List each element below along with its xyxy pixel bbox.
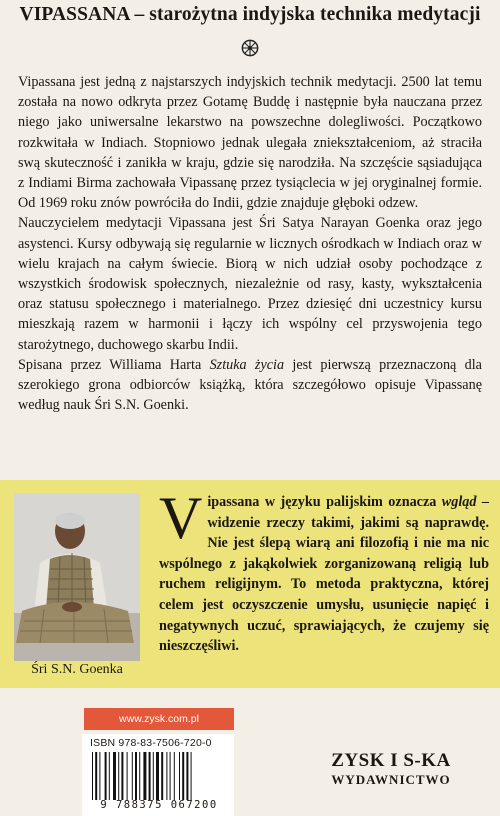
paragraph-teacher: Nauczycielem medytacji Vipassana jest Śri Satya Narayan Goenka oraz jego asystenci. Kursy odbywają się regularnie w licznych ośrodkach w Indiach oraz w wielu krajach na całym świecie. Biorą w nich udział osoby pochodzące z wszystkich środowisk społecznych, niezależnie od rasy, kasty, wykształcenia oraz statusu społecznego i materialnego. Przez dziesięć dni uczestnicy kursu mieszkają razem w harmonii i łączy ich wspólny cel przyswojenia tego starożytnego, duchowego skarbu Indii. xyxy=(18,215,482,353)
photo-caption: Śri S.N. Goenka xyxy=(31,662,123,677)
paragraph-book xyxy=(18,355,482,416)
quote-end: – widzenie rzeczy takimi, jakimi są naprawdę. Nie jest ślepą wiarą ani filozofią i nie ma nic wspólnego z jakąkolwiek zorganizowaną religią lub ruchem religijnym. To metoda praktyczna, której celem jest oczyszczenie umysłu, usunięcie napięć i negatywnych uczuć, sprawiających, że czujemy się nieszczęśliwi. xyxy=(159,494,490,655)
page-title: VIPASSANA – starożytna indyjska technika medytacji xyxy=(19,4,481,25)
barcode-bar xyxy=(92,752,93,800)
barcode-bar xyxy=(149,752,151,800)
drop-cap: V xyxy=(159,485,203,551)
barcode-bar xyxy=(191,752,192,800)
publisher-logo xyxy=(306,750,476,788)
publisher-subtitle: WYDAWNICTWO xyxy=(331,772,451,787)
barcode-bar xyxy=(139,752,140,800)
author-photo xyxy=(14,493,140,661)
dharma-wheel-icon xyxy=(241,39,259,57)
barcode-bar xyxy=(161,752,163,800)
barcode-bar xyxy=(182,752,184,800)
barcode-bar xyxy=(156,752,159,800)
quote-start: ipassana w języku palijskim oznacza xyxy=(207,494,442,510)
barcode-bar xyxy=(135,752,137,800)
paragraph-book-end: jest pierwszą przeznaczoną dla szerokiego grona odbiorców książką, która szczegółowo opisuje Vipassanę według nauk Śri S.N. Goenki. xyxy=(18,356,482,414)
quote-emphasis: wgląd xyxy=(441,494,477,510)
barcode-bar xyxy=(109,752,110,800)
book-title: Sztuka życia xyxy=(209,356,285,373)
paragraph-book-start: Spisana przez Williama Harta xyxy=(18,356,210,373)
barcode-number: 9 788375 067200 xyxy=(100,799,218,811)
quote-text xyxy=(159,485,490,657)
barcode-bar xyxy=(118,752,119,800)
barcode-bar xyxy=(170,752,171,800)
barcode-bar xyxy=(121,752,123,800)
publisher-name: ZYSK I S-KA xyxy=(331,750,451,771)
isbn-label: ISBN 978-83-7506-720-0 xyxy=(90,737,212,749)
paragraph-intro: Vipassana jest jedną z najstarszych indyjskich technik medytacji. 2500 lat temu została na nowo odkryta przez Gotamę Buddę i następnie była nauczana przez niego jako uniwersalne lekarstwo na powszechne dolegliwości. Początkowo rozkwitała w Indiach. Stopniowo jednak ulegała zniekształceniom, aż straciła swą skuteczność i zanikła w kraju, gdzie się narodziła. Na szczęście sąsiadująca z Indiami Birma zachowała Vipassanę przez tysiąclecia w jej oryginalnej formie. Od 1969 roku znów powróciła do Indii, gdzie znajduje głęboki odzew. xyxy=(18,74,482,212)
barcode-bar xyxy=(179,752,180,800)
barcode-bar xyxy=(166,752,167,800)
barcode-bar xyxy=(186,752,188,800)
description-text xyxy=(18,72,482,415)
barcode-bar xyxy=(127,752,128,800)
barcode-bar xyxy=(153,752,154,800)
barcode-bar xyxy=(99,752,100,800)
barcode xyxy=(90,752,230,800)
barcode-bar xyxy=(105,752,107,800)
barcode-bar xyxy=(174,752,175,800)
barcode-bar xyxy=(132,752,133,800)
barcode-bar xyxy=(143,752,146,800)
barcode-bar xyxy=(95,752,97,800)
website-link[interactable]: www.zysk.com.pl xyxy=(84,708,234,730)
barcode-bar xyxy=(113,752,116,800)
